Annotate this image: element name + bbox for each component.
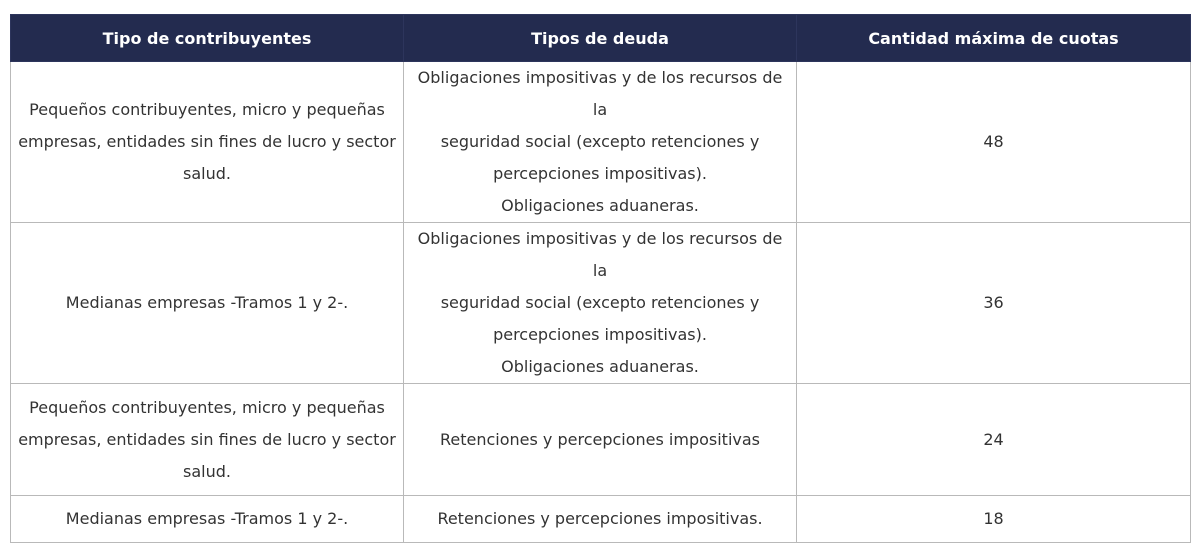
contributor-line: Pequeños contribuyentes, micro y pequeñas: [29, 397, 385, 417]
contributor-cell: [11, 496, 404, 543]
debt-line: Obligaciones impositivas y de los recursos de la: [417, 229, 783, 280]
debt-cell: [404, 496, 797, 543]
debt-line: seguridad social (excepto retenciones y: [440, 293, 760, 312]
installments-cell: 48: [797, 62, 1191, 223]
contributor-line: Medianas empresas -Tramos 1 y 2-.: [65, 293, 349, 312]
debt-line: Obligaciones aduaneras.: [501, 357, 699, 376]
table-header: [11, 15, 1191, 62]
contributor-cell: [11, 223, 404, 384]
table-row: [11, 384, 1191, 496]
table-row: [11, 62, 1191, 223]
contributor-line: empresas, entidades sin fines de lucro y sector: [18, 132, 396, 151]
debt-line: percepciones impositivas).: [493, 164, 707, 183]
contributor-line: empresas, entidades sin fines de lucro y sector: [18, 429, 396, 449]
debt-line: Retenciones y percepciones impositivas: [439, 429, 761, 449]
contributor-line: salud.: [183, 461, 231, 481]
debt-cell: [404, 384, 797, 496]
debt-line: percepciones impositivas).: [493, 325, 707, 344]
header-debt-types: Tipos de deuda: [404, 15, 797, 62]
table-row: [11, 223, 1191, 384]
header-max-installments: Cantidad máxima de cuotas: [797, 15, 1191, 62]
installments-table: [10, 14, 1191, 543]
debt-cell: [404, 62, 797, 223]
table-body: [11, 62, 1191, 543]
contributor-cell: [11, 384, 404, 496]
installments-table-container: [10, 14, 1190, 543]
contributor-line: Medianas empresas -Tramos 1 y 2-.: [65, 509, 349, 528]
debt-line: Obligaciones impositivas y de los recursos de la: [417, 68, 783, 119]
debt-cell: [404, 223, 797, 384]
installments-cell: 18: [797, 496, 1191, 543]
table-row: [11, 496, 1191, 543]
contributor-line: Pequeños contribuyentes, micro y pequeñas: [29, 100, 385, 119]
header-row: [11, 15, 1191, 62]
installments-cell: 36: [797, 223, 1191, 384]
debt-line: Obligaciones aduaneras.: [501, 196, 699, 215]
debt-line: Retenciones y percepciones impositivas.: [437, 509, 763, 528]
header-contributor-type: Tipo de contribuyentes: [11, 15, 404, 62]
contributor-line: salud.: [183, 164, 231, 183]
contributor-cell: [11, 62, 404, 223]
installments-cell: 24: [797, 384, 1191, 496]
debt-line: seguridad social (excepto retenciones y: [440, 132, 760, 151]
